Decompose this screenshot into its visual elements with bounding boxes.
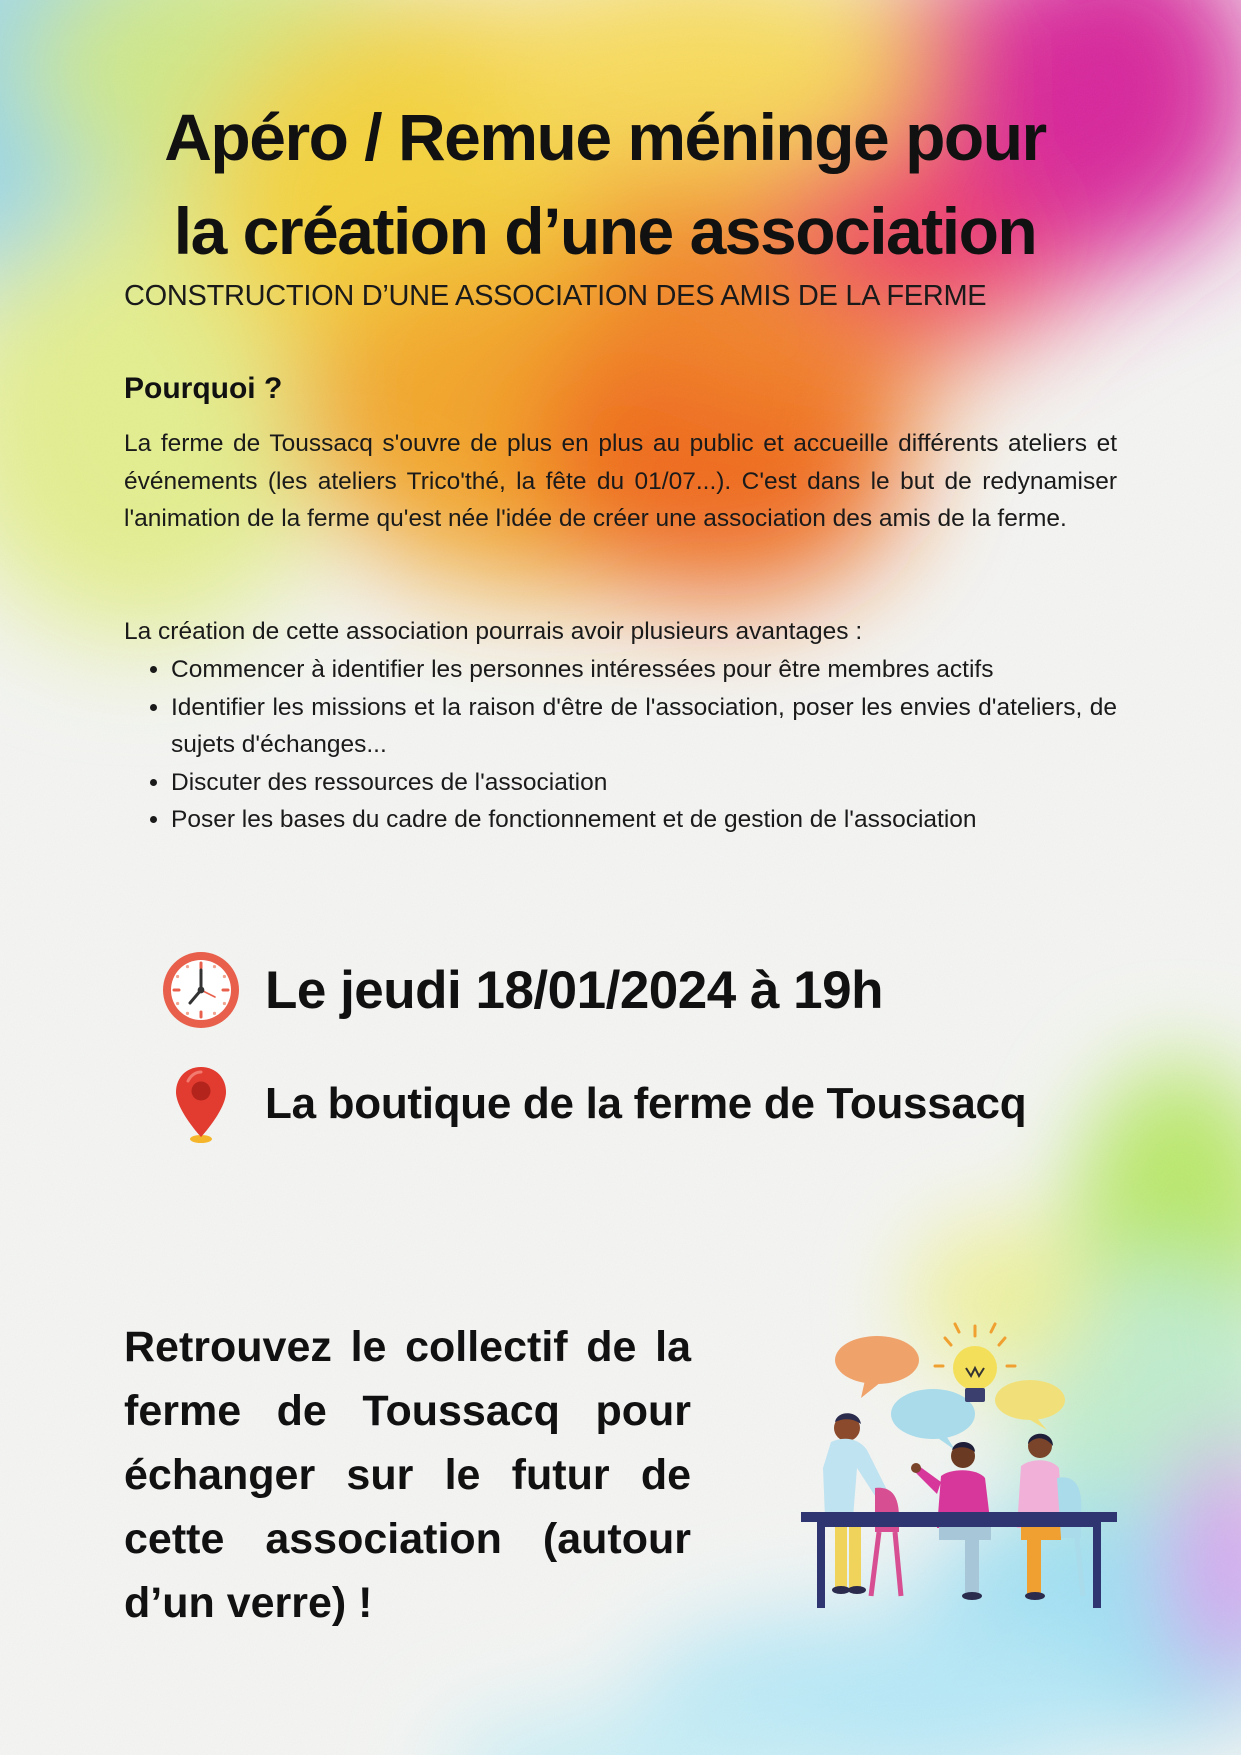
benefits-list: [124, 651, 1117, 839]
list-item: • Commencer à identifier les personnes intéressées pour être membres actifs: [171, 651, 1117, 689]
list-item: • Identifier les missions et la raison d'être de l'association, poser les envies d'ateliers, de sujets d'échanges...: [171, 689, 1117, 764]
title-line-1: Apéro / Remue méninge pour: [164, 100, 1046, 174]
event-date: Le jeudi 18/01/2024 à 19h: [265, 960, 883, 1020]
map-pin-icon: [158, 1061, 244, 1147]
call-to-action: Retrouvez le collectif de la ferme de Toussacq pour échanger sur le futur de cette association (autour d’un verre) !: [124, 1323, 691, 1627]
event-place-row: [158, 1062, 1026, 1146]
event-place: La boutique de la ferme de Toussacq: [265, 1079, 1027, 1128]
why-paragraph: La ferme de Toussacq s'ouvre de plus en plus au public et accueille différents ateliers et événements (les ateliers Trico'thé, la fête du 01/07...). C'est dans le but de redynamiser l'animation de la ferme qu'est née l'idée de créer une association des amis de la ferme.: [124, 430, 1117, 533]
benefits-intro: La création de cette association pourrais avoir plusieurs avantages :: [124, 618, 863, 645]
subtitle: CONSTRUCTION D’UNE ASSOCIATION DES AMIS DE LA FERME: [124, 280, 987, 312]
why-heading: Pourquoi ?: [124, 372, 283, 405]
event-date-row: [158, 945, 883, 1035]
title-line-2: la création d’une association: [173, 194, 1037, 268]
list-item: • Discuter des ressources de l'association: [171, 764, 1117, 802]
list-item: • Poser les bases du cadre de fonctionnement et de gestion de l'association: [171, 801, 1117, 839]
page-title: [90, 90, 1120, 278]
clock-icon: [158, 947, 244, 1033]
meeting-people-illustration: [795, 1318, 1125, 1618]
